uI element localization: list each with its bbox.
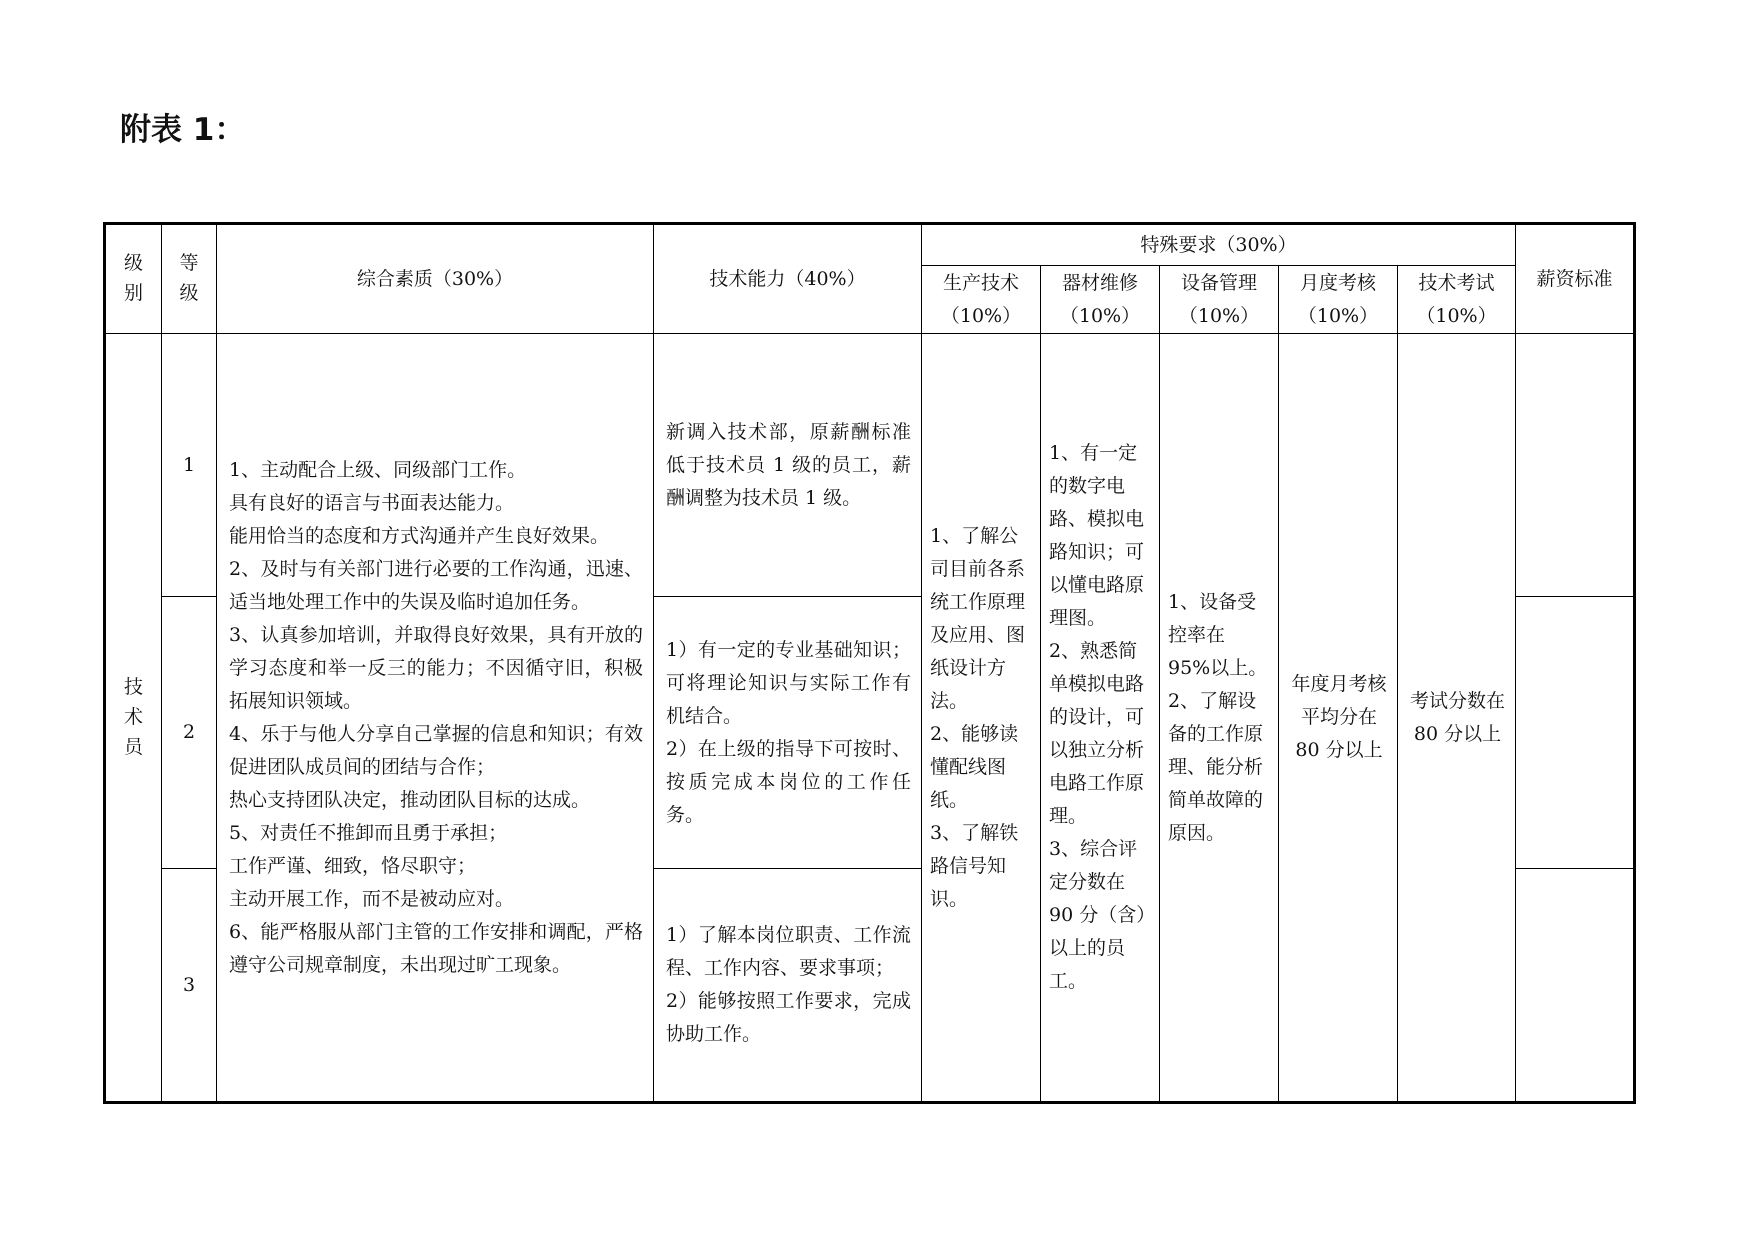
header-skill: 技术能力（40%）: [654, 224, 922, 334]
quality-cell: 1、主动配合上级、同级部门工作。 具有良好的语言与书面表达能力。 能用恰当的态度和方式沟通并产生良好效果。 2、及时与有关部门进行必要的工作沟通，迅速、适当地处理工作中的失误及临时追加任务。 3、认真参加培训，并取得良好效果，具有开放的学习态度和举一反三的能力；不因循守旧，积极拓展知识领域。 4、乐于与他人分享自己掌握的信息和知识；有效促进团队成员间的团结与合作； 热心支持团队决定，推动团队目标的达成。 5、对责任不推卸而且勇于承担； 工作严谨、细致，恪尽职守； 主动开展工作，而不是被动应对。 6、能严格服从部门主管的工作安排和调配，严格遵守公司规章制度，未出现过旷工现象。: [217, 334, 654, 1103]
page-title: 附表 1：: [120, 112, 246, 148]
production-cell: 1、了解公司目前各系统工作原理及应用、图纸设计方法。 2、能够读懂配线图纸。 3、了解铁路信号知识。: [922, 334, 1041, 1103]
monthly-cell: 年度月考核平均分在 80 分以上: [1279, 334, 1398, 1103]
header-level-type: 级别: [105, 224, 162, 334]
header-special: 特殊要求（30%）: [922, 224, 1516, 266]
salary-grade-1: [1516, 334, 1635, 597]
level-type-cell: 技术员: [105, 334, 162, 1103]
grade-2: 2: [162, 597, 217, 869]
skill-grade-3: 1）了解本岗位职责、工作流程、工作内容、要求事项； 2）能够按照工作要求，完成协助工作。: [654, 869, 922, 1103]
exam-cell: 考试分数在 80 分以上: [1398, 334, 1516, 1103]
header-salary: 薪资标准: [1516, 224, 1635, 334]
header-device-mgmt: 设备管理 （10%）: [1160, 266, 1279, 334]
salary-grade-3: [1516, 869, 1635, 1103]
grade-1: 1: [162, 334, 217, 597]
device-mgmt-cell: 1、设备受控率在 95%以上。 2、了解设备的工作原理、能分析简单故障的原因。: [1160, 334, 1279, 1103]
salary-grade-2: [1516, 597, 1635, 869]
header-equipment-repair: 器材维修 （10%）: [1041, 266, 1160, 334]
header-exam: 技术考试 （10%）: [1398, 266, 1516, 334]
header-monthly: 月度考核 （10%）: [1279, 266, 1398, 334]
skill-grade-2: 1）有一定的专业基础知识；可将理论知识与实际工作有机结合。 2）在上级的指导下可按时、按质完成本岗位的工作任务。: [654, 597, 922, 869]
skill-grade-1: 新调入技术部，原薪酬标准低于技术员 1 级的员工，薪酬调整为技术员 1 级。: [654, 334, 922, 597]
header-grade: 等级: [162, 224, 217, 334]
header-quality: 综合素质（30%）: [217, 224, 654, 334]
salary-standard-table: [103, 222, 1636, 1104]
grade-3: 3: [162, 869, 217, 1103]
equipment-repair-cell: 1、有一定的数字电路、模拟电路知识；可以懂电路原理图。 2、熟悉简单模拟电路的设计，可以独立分析电路工作原理。 3、综合评定分数在 90 分（含）以上的员工。: [1041, 334, 1160, 1103]
header-production: 生产技术 （10%）: [922, 266, 1041, 334]
